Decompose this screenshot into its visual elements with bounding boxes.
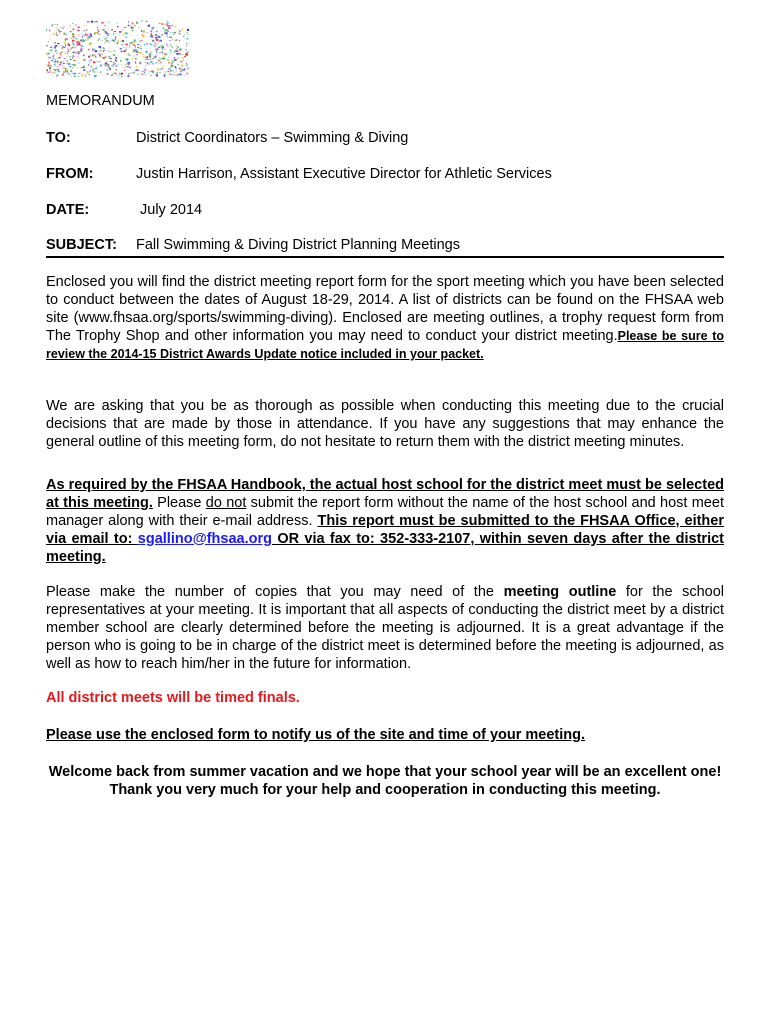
meeting-outline-text: meeting outline <box>503 584 617 600</box>
date-value: July 2014 <box>140 202 203 218</box>
to-value: District Coordinators – Swimming & Diving <box>136 130 409 146</box>
timed-finals-notice: All district meets will be timed finals. <box>46 690 300 706</box>
copies-plain-1: Please make the number of copies that you may need of the <box>46 584 504 600</box>
email-link[interactable]: sgallino@fhsaa.org <box>137 530 272 547</box>
from-label: FROM: <box>46 166 94 182</box>
awards-update-note: Please be sure to review the 2014-15 District Awards Update notice included in your packet. <box>46 328 725 361</box>
paragraph-thorough <box>46 398 724 452</box>
copies-plain-2: for the school representatives at your meeting. It is important that all aspects of conducting the district meet by a district member school are clearly determined before the meeting is adjourned. It is a great advantage if the person who is going to be in charge of the district meet is determined before the meeting is adjourned, as well as how to reach him/her in the future for information. <box>46 584 724 672</box>
host-plain-1: Please <box>152 494 206 511</box>
enclosed-form-notice: Please use the enclosed form to notify us of the site and time of your meeting. <box>46 727 586 743</box>
paragraph-host-school <box>46 477 724 567</box>
subject-row <box>46 236 724 258</box>
memo-title: MEMORANDUM <box>46 93 155 109</box>
paragraph-enclosed <box>46 274 724 364</box>
host-school-requirement: As required by the FHSAA Handbook, the actual host school for the district meet must be selected at this meeting. <box>46 477 724 511</box>
from-value: Justin Harrison, Assistant Executive Director for Athletic Services <box>136 166 552 182</box>
do-not-text: do not <box>205 494 247 511</box>
fax-instruction: OR via fax to: 352-333-2107, within seven days after the district meeting. <box>46 530 724 565</box>
closing-message: Welcome back from summer vacation and we hope that your school year will be an excellent one! Thank you very much for your help and cooperation in conducting this meeting. <box>48 764 722 798</box>
subject-value: Fall Swimming & Diving District Planning Meetings <box>136 237 460 253</box>
subject-label: SUBJECT: <box>46 237 117 253</box>
paragraph-thorough-text: We are asking that you be as thorough as possible when conducting this meeting due to the crucial decisions that are made by those in attendance. If you have any suggestions that may enhance the general outline of this meeting form, do not hesitate to return them with the district meeting minutes. <box>46 398 724 450</box>
to-label: TO: <box>46 130 71 146</box>
date-label: DATE: <box>46 202 90 218</box>
paragraph-copies <box>46 584 724 674</box>
paragraph-enclosed-text: Enclosed you will find the district meeting report form for the sport meeting which you have been selected to conduct between the dates of August 18-29, 2014. A list of districts can be found on the FHSAA web site (www.fhsaa.org/sports/swimming-diving). Enclosed are meeting outlines, a trophy request form from The Trophy Shop and other information you may need to conduct your district meeting. <box>46 274 724 344</box>
submission-instruction: This report must be submitted to the FHSAA Office, either via email to: <box>46 512 725 547</box>
host-plain-2: submit the report form without the name of the host school and host meet manager along with their e-mail address. <box>46 494 724 529</box>
fhsaa-logo-icon <box>45 19 189 77</box>
